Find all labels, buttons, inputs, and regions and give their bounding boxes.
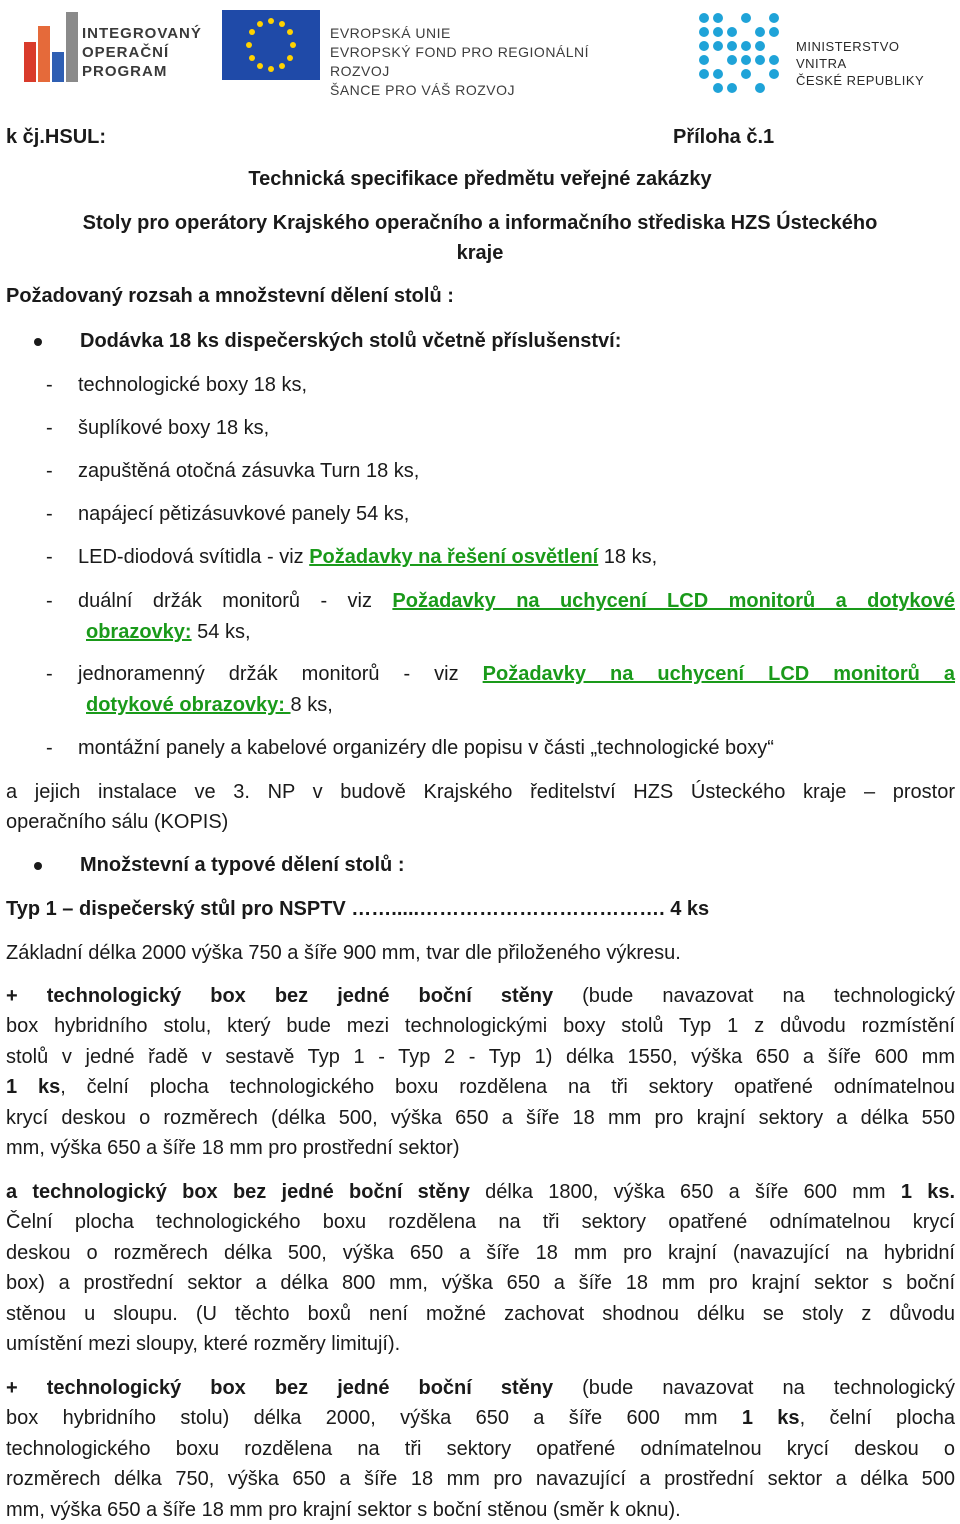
para1-line-1 [6,984,955,1008]
para3-line-3: technologického boxu rozdělena na tři sektory opatřené odnímatelnou krycí deskou o [6,1438,955,1460]
para1-bold-text: 1 ks [6,1076,61,1098]
mv-logo [696,10,946,100]
list-item-led [78,545,657,569]
eu-line-1: EVROPSKÁ UNIE [330,25,451,41]
monitor-mount-requirements-link-2[interactable]: Požadavky na uchycení LCD monitorů a [482,663,956,685]
list-dash: - [46,460,53,482]
iop-line-3: PROGRAM [82,63,168,80]
list-item-dual-holder [78,589,955,613]
iop-logo-text [82,24,202,81]
document-title: Technická specifikace předmětu veřejné zakázky [248,168,712,190]
list-dash: - [46,417,53,439]
para1-line-2: box hybridního stolu, který bude mezi technologickými boxy stolů Typ 1 z důvodu rozmístění [6,1015,955,1037]
para2-line-3: deskou o rozměrech délka 500, výška 650 a šíře 18 mm pro krajní (navazující na hybridní [6,1242,955,1264]
bullet-icon [34,338,42,346]
para1-line-4 [6,1075,955,1099]
iop-logo-icon [24,12,80,84]
types-bullet-text: Množstevní a typové dělení stolů : [80,854,405,876]
list-item-text: 18 ks, [598,546,658,568]
mv-line-2: ČESKÉ REPUBLIKY [796,73,925,88]
bullet-icon [34,862,42,870]
list-item-text: 8 ks, [290,694,333,716]
type-1-base-dimensions: Základní délka 2000 výška 750 a šíře 900 mm, tvar dle přiloženého výkresu. [6,942,681,964]
list-dash: - [46,546,53,568]
eu-line-2: EVROPSKÝ FOND PRO REGIONÁLNÍ ROZVOJ [330,44,590,79]
scope-bullet-text: Dodávka 18 ks dispečerských stolů včetně příslušenství: [80,330,622,352]
list-dash: - [46,374,53,396]
scope-heading: Požadovaný rozsah a množstevní dělení stolů : [6,285,454,307]
para3-line-5: mm, výška 650 a šíře 18 mm pro krajní sektor s boční stěnou (směr k oknu). [6,1499,681,1521]
document-subtitle-line-2: kraje [456,242,504,264]
list-item-single-holder [78,662,955,686]
para3-line-4: rozměrech délka 750, výška 650 a šíře 18 mm pro navazující a prostřední sektor a délka 500 [6,1468,955,1490]
para3-bold-text: + technologický box bez jedné boční stěny [6,1377,554,1399]
list-item-dual-holder-cont [86,620,251,644]
eu-logo [222,10,622,98]
para1-line-5: krycí deskou o rozměrech (délka 500, výška 650 a šíře 18 mm pro krajní sektory a délka 550 [6,1107,955,1129]
list-item-single-holder-cont [86,693,333,717]
attachment-label: Příloha č.1 [673,126,775,148]
para2-line-6: umístění mezi sloupy, které rozměry limitují). [6,1333,401,1355]
para1-line-6: mm, výška 650 a šíře 18 mm pro prostřední sektor) [6,1137,460,1159]
list-dash: - [46,737,53,759]
document-subtitle-line-1: Stoly pro operátory Krajského operačního a informačního střediska HZS Ústeckého [82,212,878,234]
para3-line-1 [6,1376,955,1400]
para1-text: (bude navazovat na technologický [553,985,955,1007]
mv-logo-text [796,38,946,89]
monitor-mount-requirements-link[interactable]: Požadavky na uchycení LCD monitorů a dotykové [392,590,955,612]
para3-bold-text: 1 ks [741,1407,800,1429]
type-1-heading: Typ 1 – dispečerský stůl pro NSPTV …….....………………………………. 4 ks [6,898,710,920]
list-dash: - [46,503,53,525]
list-dash: - [46,663,53,685]
para2-bold-text: 1 ks. [900,1181,956,1203]
list-item: šuplíkové boxy 18 ks, [78,417,270,439]
list-item-mounting: montážní panely a kabelové organizéry dle popisu v části „technologické boxy“ [78,737,774,759]
list-item: zapuštěná otočná zásuvka Turn 18 ks, [78,460,420,482]
para2-text: délka 1800, výška 650 a šíře 600 mm [469,1181,901,1203]
para1-text: , čelní plocha technologického boxu rozdělena na tři sektory opatřené odnímatelnou [60,1076,955,1098]
list-item-text: 54 ks, [191,621,251,643]
list-item: napájecí pětizásuvkové panely 54 ks, [78,503,410,525]
para3-text: box hybridního stolu) délka 2000, výška 650 a šíře 600 mm [6,1407,742,1429]
list-item-text: duální držák monitorů - viz [78,590,393,612]
para1-line-3: stolů v jedné řadě v sestavě Typ 1 - Typ 2 - Typ 1) délka 1550, výška 650 a šíře 600 mm [6,1046,955,1068]
monitor-mount-requirements-link-2-cont[interactable]: dotykové obrazovky: [86,694,291,716]
para3-text: (bude navazovat na technologický [553,1377,955,1399]
eu-line-3: ŠANCE PRO VÁŠ ROZVOJ [330,82,516,98]
mv-line-1: MINISTERSTVO VNITRA [796,39,900,71]
para2-bold-text: a technologický box bez jedné boční stěny [6,1181,470,1203]
para3-text: , čelní plocha [799,1407,955,1429]
iop-line-2: OPERAČNÍ [82,44,170,61]
monitor-mount-requirements-link-cont[interactable]: obrazovky: [86,621,192,643]
para1-bold-text: + technologický box bez jedné boční stěny [6,985,554,1007]
para3-line-2 [6,1406,955,1430]
installation-text-line-2: operačního sálu (KOPIS) [6,811,229,833]
logo-bar [0,0,960,100]
mv-logo-icon [696,10,786,98]
reference-number: k čj.HSUL: [6,126,107,148]
list-item-text: LED-diodová svítidla - viz [78,546,310,568]
list-dash: - [46,590,53,612]
list-item-text: jednoramenný držák monitorů - viz [78,663,483,685]
lighting-requirements-link[interactable]: Požadavky na řešení osvětlení [309,546,599,568]
para2-line-4: box) a prostřední sektor a délka 800 mm, výška 650 a šíře 18 mm pro krajní sektor s boční [6,1272,955,1294]
para2-line-2: Čelní plocha technologického boxu rozdělena na tři sektory opatřené odnímatelnou krycí [6,1211,955,1233]
eu-flag-icon [222,10,320,80]
list-item: technologické boxy 18 ks, [78,374,308,396]
iop-logo [24,12,202,84]
eu-logo-text [330,24,622,100]
para2-line-1 [6,1180,955,1204]
installation-text-line-1: a jejich instalace ve 3. NP v budově Krajského ředitelství HZS Ústeckého kraje – prostor [6,781,955,803]
iop-line-1: INTEGROVANÝ [82,25,202,42]
para2-line-5: stěnou u sloupu. (U těchto boxů není možné zachovat shodnou délku se stoly z důvodu [6,1303,955,1325]
